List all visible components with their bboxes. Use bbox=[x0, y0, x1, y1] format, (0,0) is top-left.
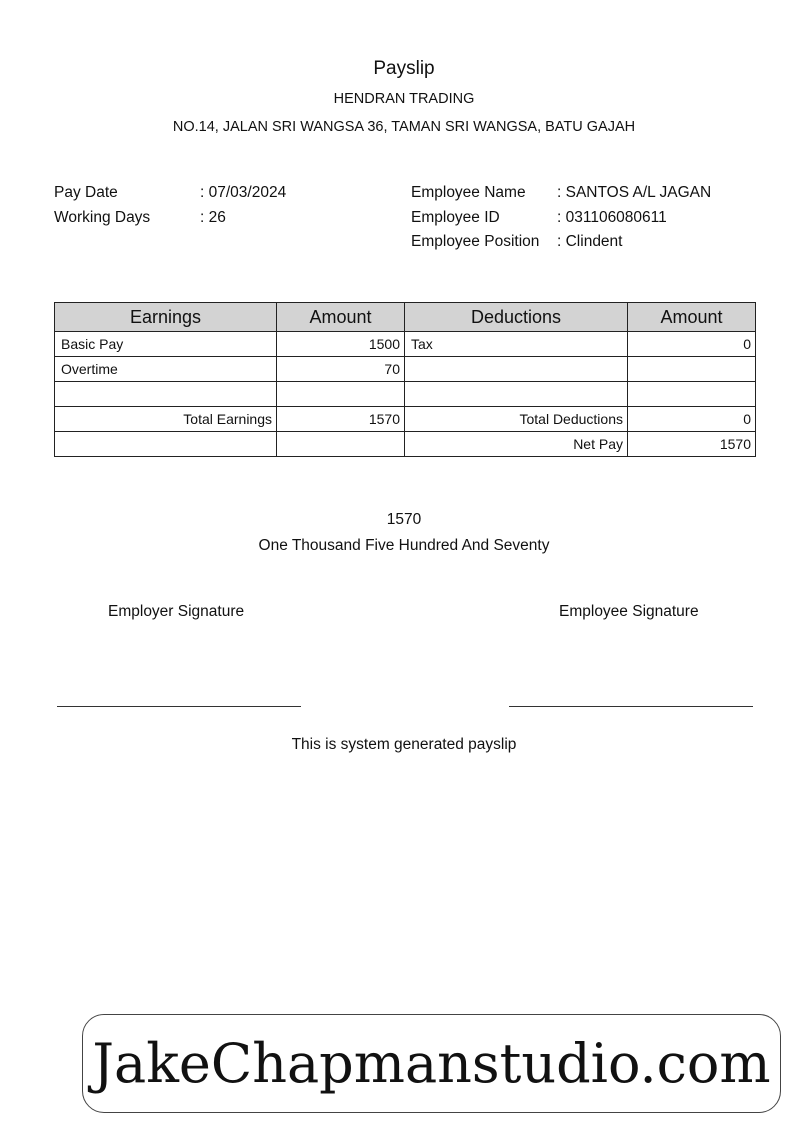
net-pay-row bbox=[55, 432, 756, 457]
employee-name-row bbox=[411, 181, 711, 206]
earning-item: Basic Pay bbox=[55, 332, 277, 357]
empty-cell bbox=[55, 432, 277, 457]
net-pay-label: Net Pay bbox=[405, 432, 628, 457]
deduction-amount bbox=[628, 382, 756, 407]
table-header-row bbox=[55, 303, 756, 332]
table-row bbox=[55, 332, 756, 357]
deduction-item: Tax bbox=[405, 332, 628, 357]
total-earnings-label: Total Earnings bbox=[55, 407, 277, 432]
watermark-box bbox=[82, 1014, 781, 1113]
watermark-text: JakeChapmanstudio.com bbox=[92, 1032, 771, 1095]
earning-item bbox=[55, 382, 277, 407]
deduction-amount: 0 bbox=[628, 332, 756, 357]
deduction-amount bbox=[628, 357, 756, 382]
earning-amount: 1500 bbox=[277, 332, 405, 357]
deductions-header: Deductions bbox=[405, 303, 628, 332]
employee-name-label: Employee Name bbox=[411, 184, 526, 201]
employee-info bbox=[411, 181, 711, 255]
table-row bbox=[55, 382, 756, 407]
payslip-title: Payslip bbox=[373, 58, 435, 79]
company-address: NO.14, JALAN SRI WANGSA 36, TAMAN SRI WANGSA, BATU GAJAH bbox=[172, 119, 636, 135]
earning-amount bbox=[277, 382, 405, 407]
net-pay-amount: 1570 bbox=[386, 511, 422, 528]
pay-date-label: Pay Date bbox=[54, 184, 118, 201]
employee-id-label: Employee ID bbox=[411, 208, 500, 226]
total-deductions-label: Total Deductions bbox=[405, 407, 628, 432]
employee-id-row bbox=[411, 206, 711, 231]
employee-name-value: : SANTOS A/L JAGAN bbox=[557, 184, 712, 201]
working-days-row bbox=[54, 206, 286, 231]
net-pay-in-words: One Thousand Five Hundred And Seventy bbox=[258, 537, 550, 554]
earnings-header: Earnings bbox=[55, 303, 277, 332]
earning-amount: 70 bbox=[277, 357, 405, 382]
working-days-value: : 26 bbox=[200, 208, 226, 226]
deduction-item bbox=[405, 382, 628, 407]
employee-position-row bbox=[411, 230, 711, 255]
deductions-amount-header: Amount bbox=[628, 303, 756, 332]
employer-signature-label: Employer Signature bbox=[108, 603, 245, 620]
pay-date-value: : 07/03/2024 bbox=[200, 184, 287, 201]
totals-row bbox=[55, 407, 756, 432]
empty-cell bbox=[277, 432, 405, 457]
table-row bbox=[55, 357, 756, 382]
net-pay-value: 1570 bbox=[628, 432, 756, 457]
employee-signature-line bbox=[509, 706, 753, 707]
earning-item: Overtime bbox=[55, 357, 277, 382]
employee-position-value: : Clindent bbox=[557, 233, 623, 250]
employee-signature-label: Employee Signature bbox=[559, 603, 699, 620]
pay-info bbox=[54, 181, 286, 230]
total-deductions-value: 0 bbox=[628, 407, 756, 432]
pay-date-row bbox=[54, 181, 286, 206]
deduction-item bbox=[405, 357, 628, 382]
total-earnings-value: 1570 bbox=[277, 407, 405, 432]
earnings-amount-header: Amount bbox=[277, 303, 405, 332]
system-generated-note: This is system generated payslip bbox=[291, 736, 517, 753]
employee-position-label: Employee Position bbox=[411, 233, 540, 250]
working-days-label: Working Days bbox=[54, 208, 151, 226]
earnings-deductions-table bbox=[54, 302, 756, 457]
company-name: HENDRAN TRADING bbox=[333, 91, 475, 107]
employer-signature-line bbox=[57, 706, 301, 707]
employee-id-value: : 031106080611 bbox=[557, 208, 667, 226]
